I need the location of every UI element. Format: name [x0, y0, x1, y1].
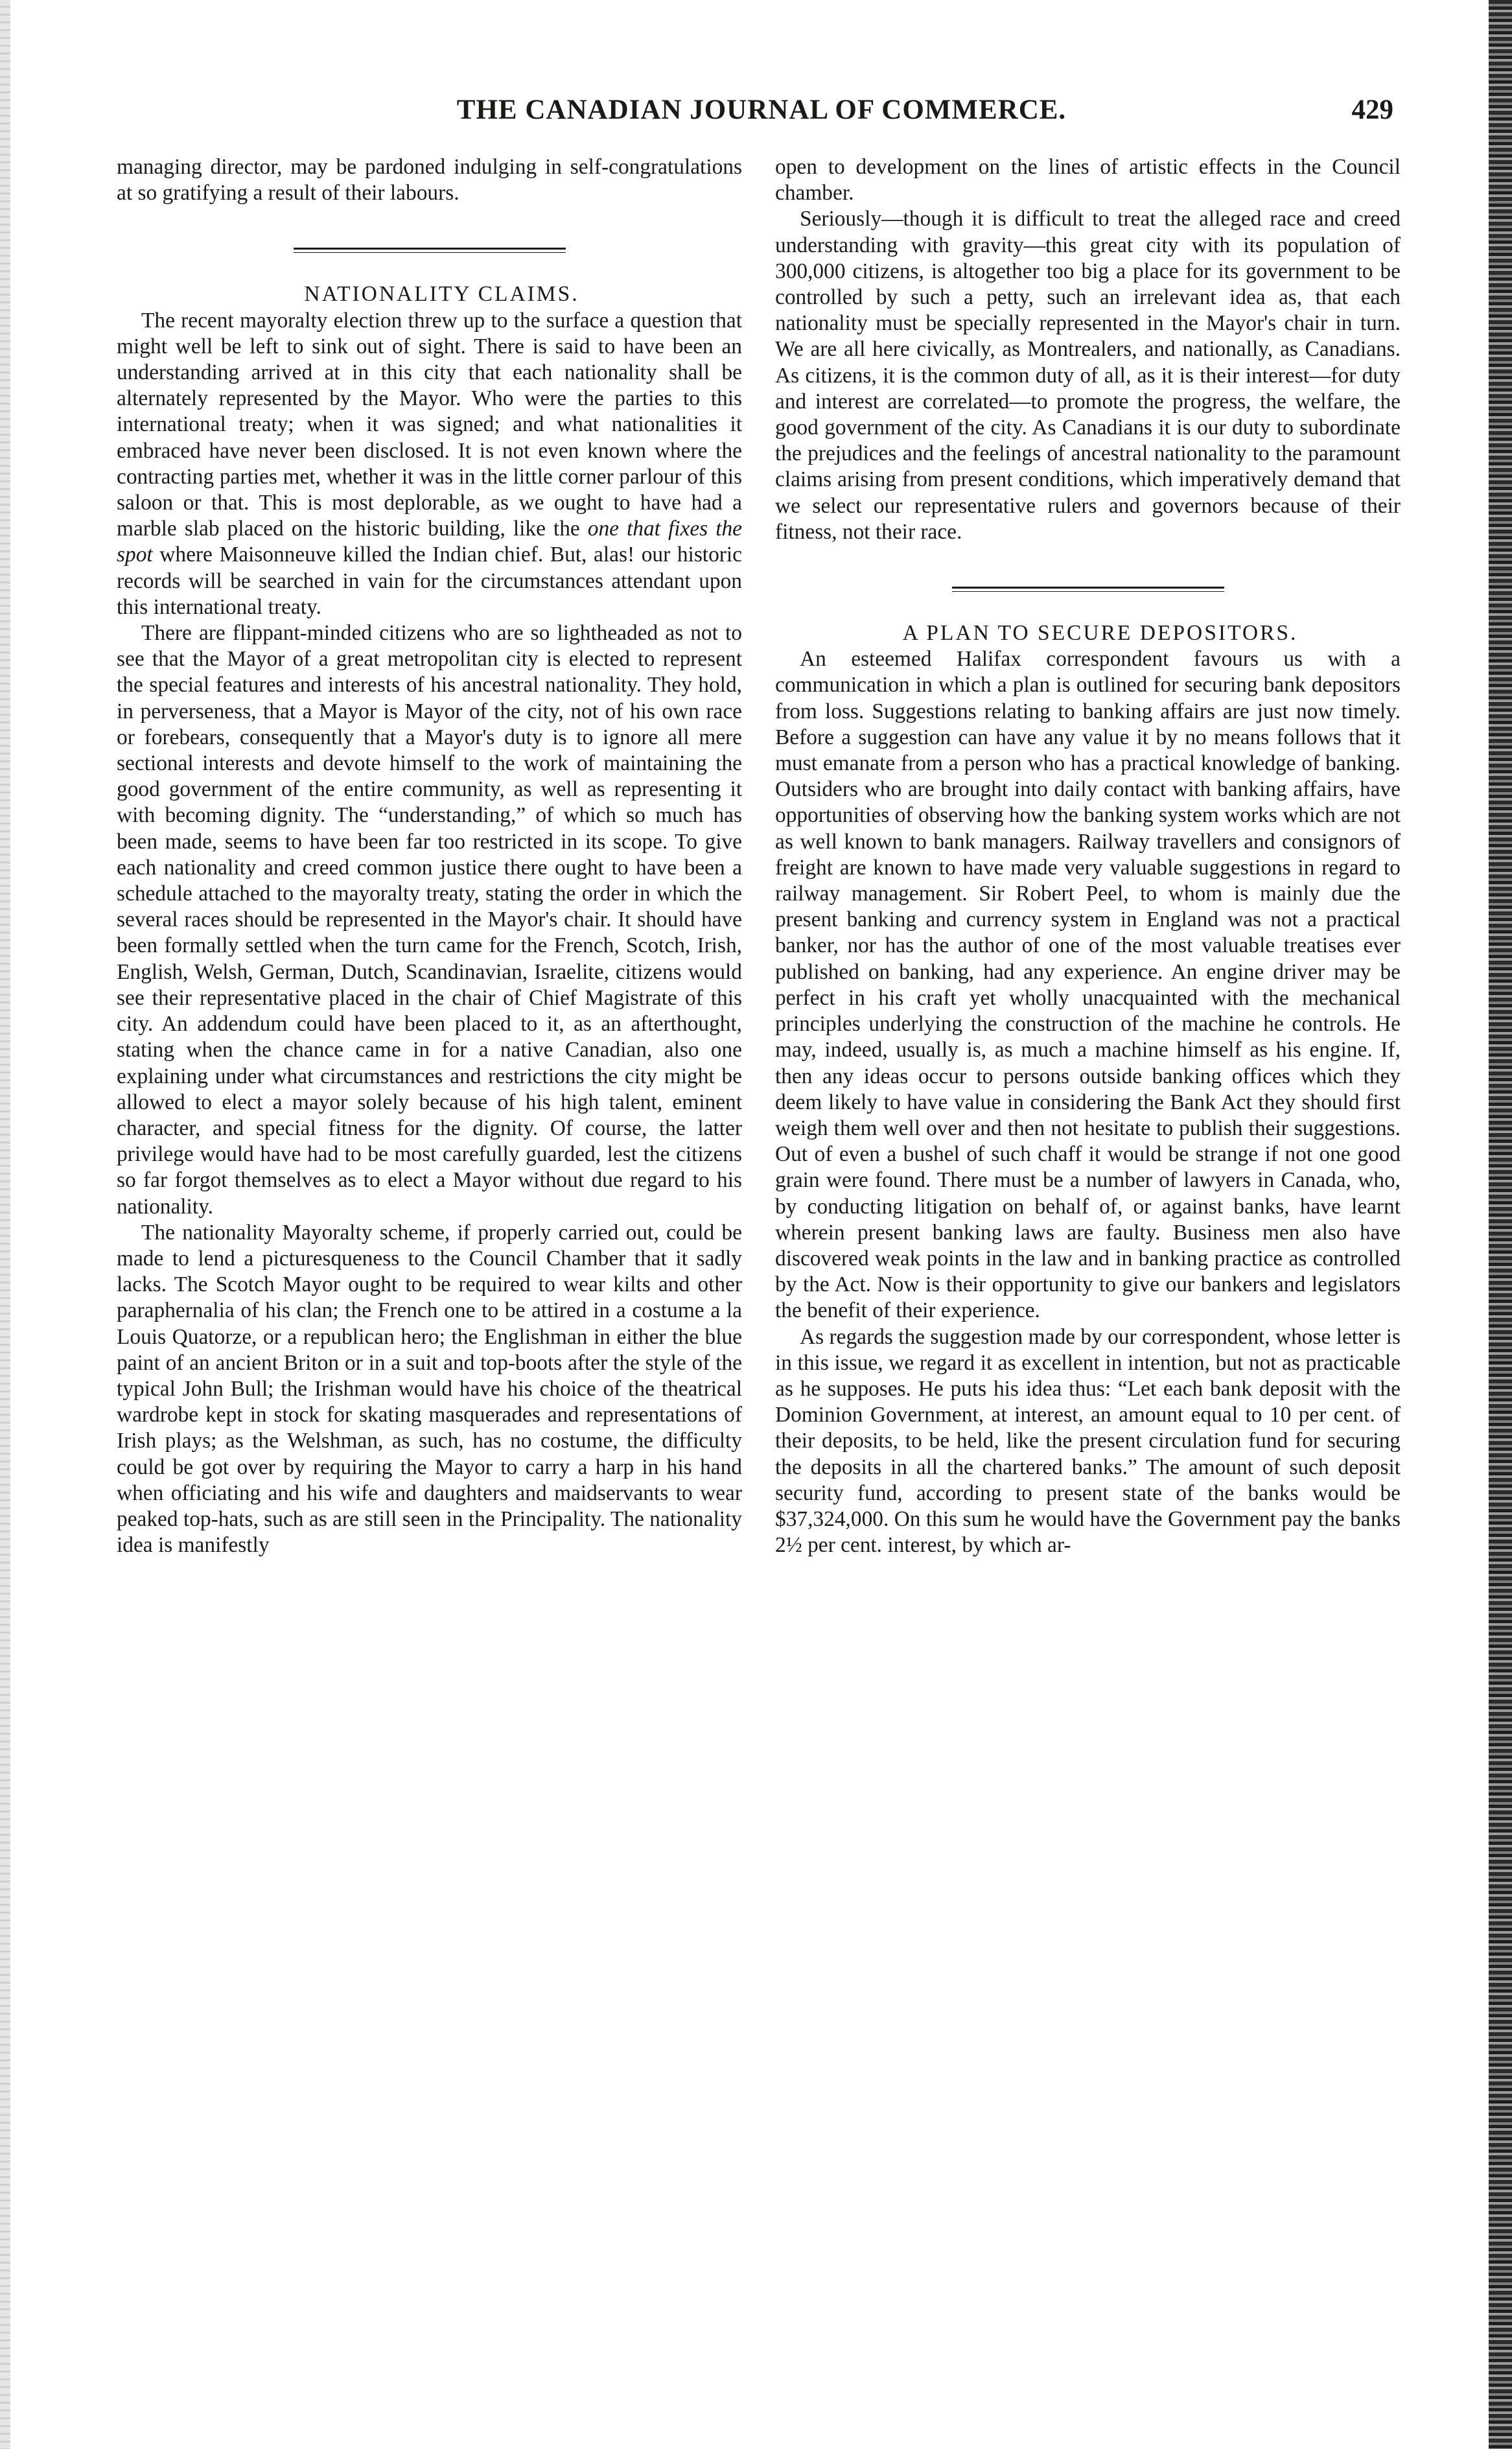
right-column [775, 154, 1401, 1558]
article-title-nationality: NATIONALITY CLAIMS. [304, 282, 579, 307]
section-divider [294, 248, 566, 253]
article-paragraph: There are flippant-minded citizens who are so lightheaded as not to see that the Mayor of a great metropolitan city is elected to represent the special features and interests of his ancestral nationality. They hold, in perverseness, that a Mayor is Mayor of the city, not of his own race or forebears, consequently that a Mayor's duty is to ignore all mere sectional interests and devote himself to the work of maintaining the good government of the entire community, as well as representing it with becoming dignity. The “understanding,” of which so much has been made, seems to have been far too restricted in its scope. To give each nationality and creed common justice there ought to have been a schedule attached to the mayoralty treaty, stating the order in which the several races should be represented in the Mayor's chair. It should have been formally settled when the turn came for the French, Scotch, Irish, English, Welsh, German, Dutch, Scandinavian, Israelite, citizens would see their representative placed in the chair of Chief Magistrate of this city. An addendum could have been placed to it, as an afterthought, stating when the chance came in for a native Canadian, also one explaining under what circumstances and restrictions the city might be allowed to elect a mayor solely because of his high talent, eminent character, and special fitness for the dignity. Of course, the latter privilege would have had to be most carefully guarded, lest the citizens so far forgot themselves as to elect a Mayor without due regard to his nationality. [117, 621, 742, 1219]
article-title-depositors: A PLAN TO SECURE DEPOSITORS. [902, 621, 1298, 646]
page-number: 429 [1351, 95, 1393, 125]
continued-paragraph: open to development on the lines of artistic effects in the Council chamber. [775, 155, 1401, 205]
binding-edge [1489, 0, 1512, 2449]
journal-title: THE CANADIAN JOURNAL OF COMMERCE. [456, 95, 1067, 125]
paragraph-text: where Maisonneuve killed the Indian chief. But, alas! our historic records will be searched in vain for the circumstances attendant upon this international treaty. [117, 543, 742, 619]
italic-phrase: one that fixes the spot [117, 517, 742, 567]
section-divider [952, 587, 1224, 592]
opening-paragraph: managing director, may be pardoned indulging in self-congratulations at so gratifying a result of their labours. [117, 155, 742, 205]
page-edge [0, 0, 10, 2449]
article-paragraph: The nationality Mayoralty scheme, if properly carried out, could be made to lend a picturesqueness to the Council Chamber that it sadly lacks. The Scotch Mayor ought to be required to wear kilts and other paraphernalia of his clan; the French one to be attired in a costume a la Louis Quatorze, or a republican hero; the Englishman in either the blue paint of an ancient Briton or in a suit and top-boots after the style of the typical John Bull; the Irishman would have his choice of the theatrical wardrobe kept in stock for skating masquerades and representations of Irish plays; as the Welshman, as such, has no costume, the difficulty could be got over by requiring the Mayor to carry a harp in his hand when officiating and his wife and daughters and maidservants to wear peaked top-hats, such as are still seen in the Principality. The nationality idea is manifestly [117, 1220, 742, 1558]
page-header [130, 91, 1393, 136]
left-column [117, 154, 742, 1558]
paragraph-text: The recent mayoralty election threw up to the surface a question that might well be left to sink out of sight. There is said to have been an understanding arrived at in this city that each nationality shall be alternately represented by the Mayor. Who were the parties to this international treaty; when it was signed; and what nationalities it embraced have never been disclosed. It is not even known where the contracting parties met, whether it was in the little corner parlour of this saloon or that. This is most deplorable, as we ought to have had a marble slab placed on the historic building, like the [117, 308, 742, 541]
article-paragraph: Seriously—though it is difficult to treat the alleged race and creed understanding with gravity—this great city with its population of 300,000 citizens, is altogether too big a place for its government to be controlled by such a petty, such an irrelevant idea as, that each nationality must be specially represented in the Mayor's chair in turn. We are all here civically, as Montrealers, and nationally, as Canadians. As citizens, it is the common duty of all, as it is their interest—for duty and interest are correlated—to promote the progress, the welfare, the good government of the city. As Canadians it is our duty to subordinate the prejudices and the feelings of ancestral nationality to the paramount claims arising from present conditions, which imperatively demand that we select our representative rulers and governors because of their fitness, not their race. [775, 207, 1401, 544]
article-paragraph [117, 308, 742, 620]
article-paragraph: An esteemed Halifax correspondent favours us with a communication in which a plan is outlined for securing bank depositors from loss. Suggestions relating to banking affairs are just now timely. Before a suggestion can have any value it by no means follows that it must emanate from a person who has a practical knowledge of banking. Outsiders who are brought into daily contact with banking affairs, have opportunities of observing how the banking system works which are not as well known to bank managers. Railway travellers and consignors of freight are known to have made very valuable suggestions in regard to railway management. Sir Robert Peel, to whom is mainly due the present banking and currency system in England was not a practical banker, nor has the author of one of the most valuable treatises ever published on banking, had any experience. An engine driver may be perfect in his craft yet wholly unacquainted with the mechanical principles underlying the construction of the machine he controls. He may, indeed, usually is, as much a machine himself as his engine. If, then any ideas occur to persons outside banking offices which they deem likely to have value in considering the Bank Act they should first weigh them well over and then not hesitate to publish their suggestions. Out of even a bushel of such chaff it would be strange if not one good grain were found. There must be a number of lawyers in Canada, who, by conducting litigation on behalf of, or against banks, have learnt wherein present banking laws are faulty. Business men also have discovered weak points in the law and in banking practice as controlled by the Act. Now is their opportunity to give our bankers and legislators the benefit of their experience. [775, 647, 1401, 1323]
article-paragraph: As regards the suggestion made by our correspondent, whose letter is in this issue, we regard it as excellent in intention, but not as practicable as he supposes. He puts his idea thus: “Let each bank deposit with the Dominion Government, at interest, an amount equal to 10 per cent. of their deposits, to be held, like the present circulation fund for securing the deposits in all the chartered banks.” The amount of such deposit security fund, according to present state of the banks would be $37,324,000. On this sum he would have the Government pay the banks 2½ per cent. interest, by which ar- [775, 1324, 1401, 1558]
